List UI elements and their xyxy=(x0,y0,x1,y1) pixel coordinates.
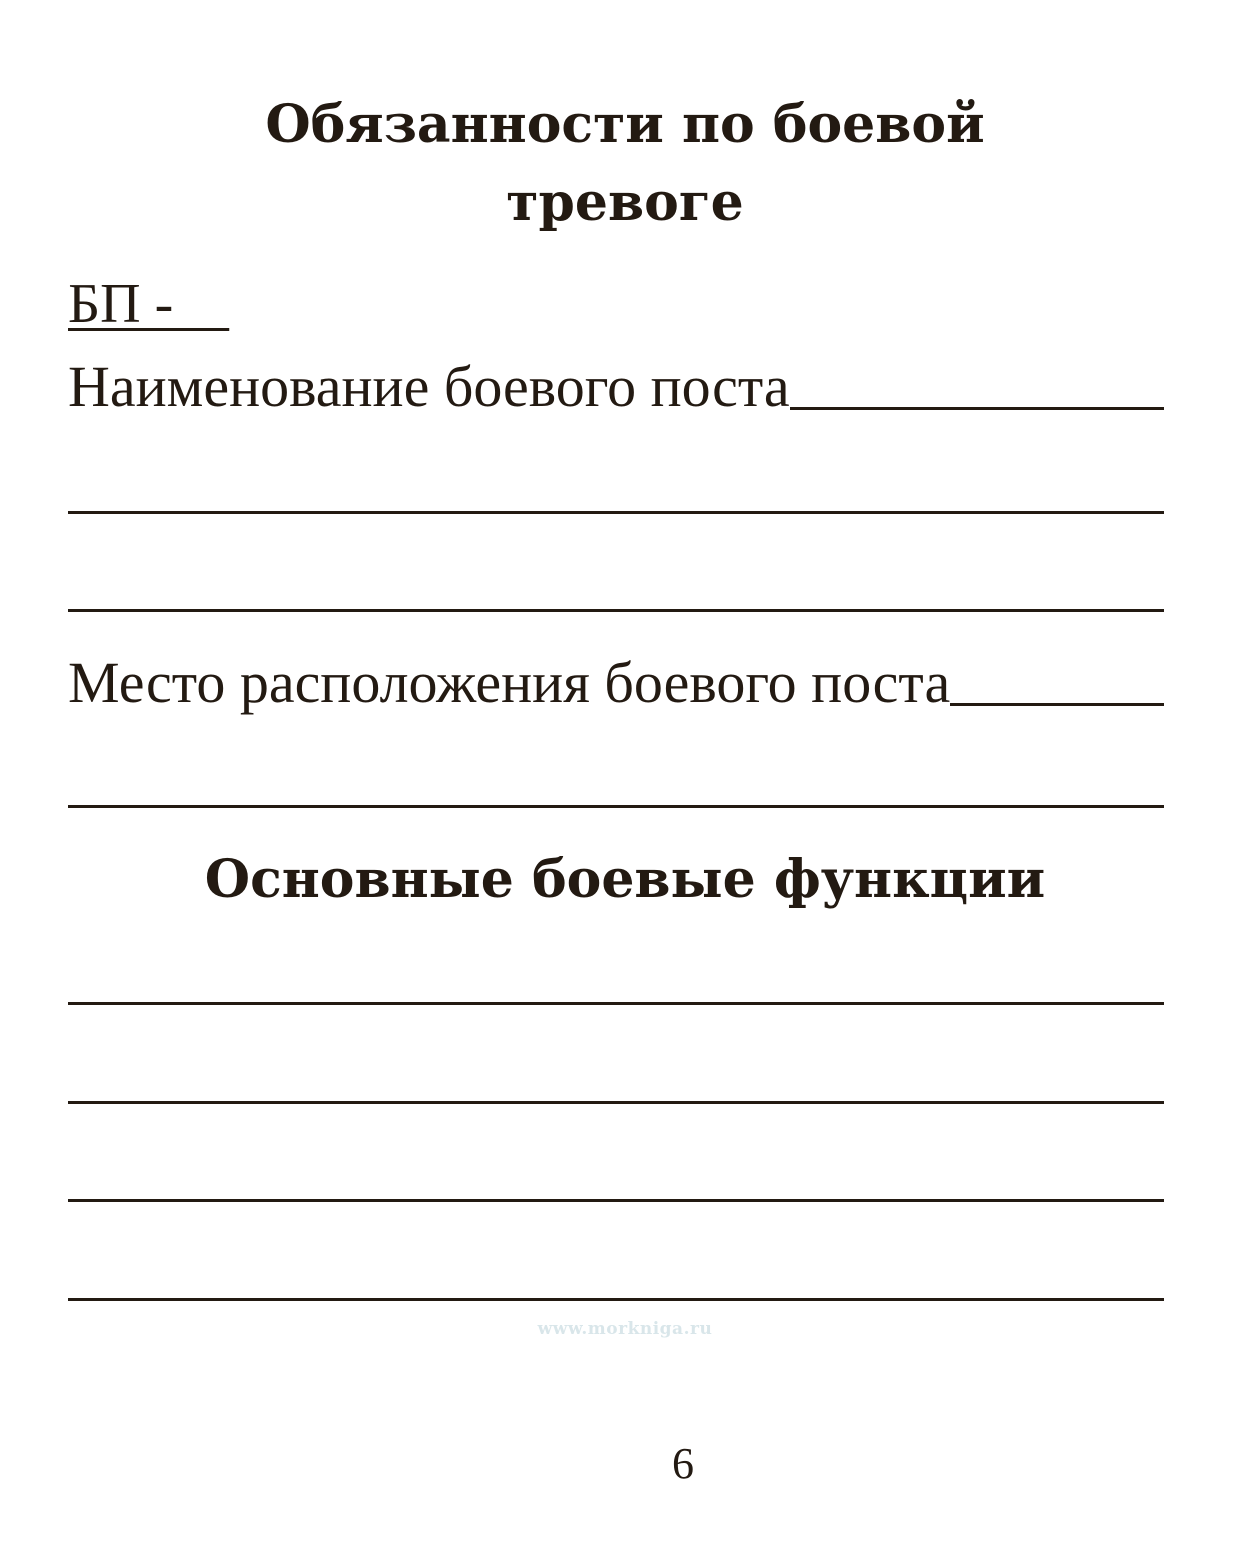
section-title: Основные боевые функции xyxy=(204,849,1046,910)
blank-line-4 xyxy=(68,1002,1164,1005)
page-title xyxy=(0,86,1250,242)
post-name-field xyxy=(68,354,1164,420)
page-number: 6 xyxy=(672,1439,694,1488)
blank-line-1 xyxy=(68,511,1164,514)
blank-line-2 xyxy=(68,609,1164,612)
post-location-label: Место расположения боевого поста xyxy=(68,650,951,715)
blank-line-6 xyxy=(68,1199,1164,1202)
bp-label: БП - xyxy=(68,273,230,335)
post-name-blank-line xyxy=(790,407,1164,410)
post-name-label: Наименование боевого поста xyxy=(68,354,790,419)
post-location-blank-line xyxy=(950,703,1164,706)
blank-line-7 xyxy=(68,1298,1164,1301)
page-title-line-2: тревоге xyxy=(506,172,744,233)
blank-line-3 xyxy=(68,805,1164,808)
page-title-line-1: Обязанности по боевой xyxy=(265,94,985,155)
post-location-field xyxy=(68,650,1164,716)
blank-line-5 xyxy=(68,1101,1164,1104)
watermark: www.morkniga.ru xyxy=(537,1319,713,1339)
